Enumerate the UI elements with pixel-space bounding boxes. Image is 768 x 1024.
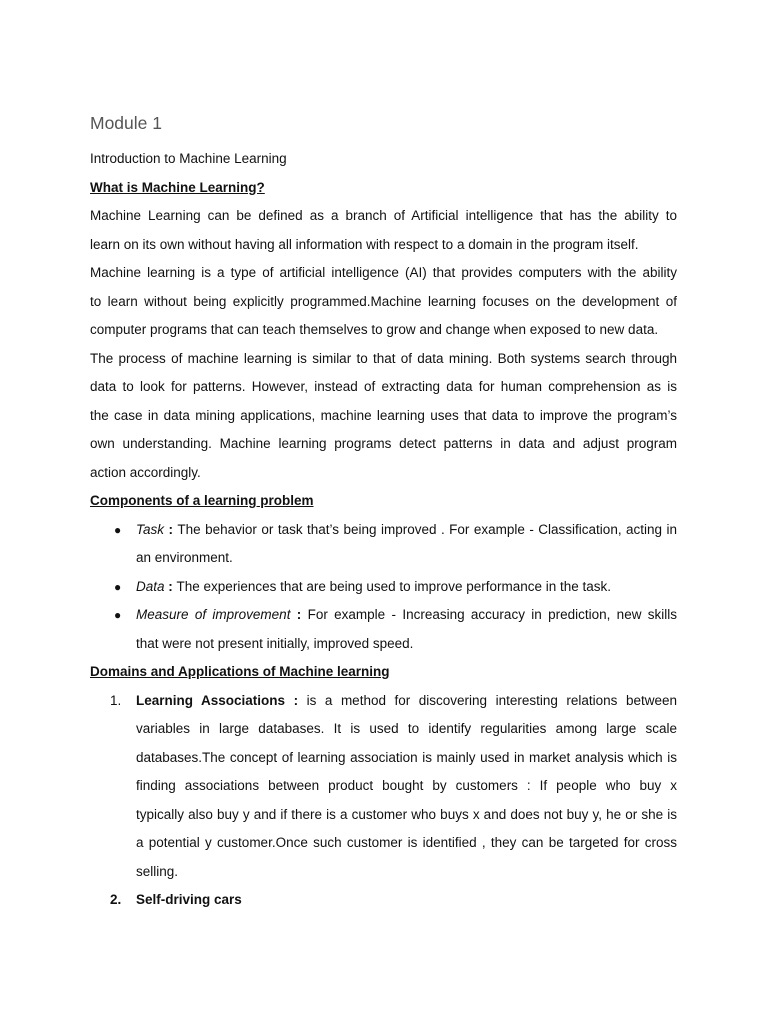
bullet-icon: ● xyxy=(114,579,122,594)
paragraph-data-mining xyxy=(90,345,677,488)
list-item-text: The experiences that are being used to improve performance in the task. xyxy=(176,578,612,594)
term-data: Data xyxy=(136,578,165,594)
list-item-self-driving-cars xyxy=(90,886,677,915)
list-item-text: The behavior or task that’s being improved . For example - Classification, acting in xyxy=(177,521,677,537)
section-heading-domains: Domains and Applications of Machine learning xyxy=(90,664,390,679)
paragraph-line: The process of machine learning is similar to that of data mining. Both systems search through xyxy=(90,350,677,366)
paragraph-ai-type xyxy=(90,259,677,345)
term-measure: Measure of improvement xyxy=(136,607,291,622)
list-item-text: typically also buy y and if there is a customer who buys x and does not buy y, he or she is xyxy=(136,806,677,822)
bullet-icon: ● xyxy=(114,522,122,537)
list-item-text: selling. xyxy=(136,863,179,879)
document-body xyxy=(90,145,677,915)
list-item-text: is a method for discovering interesting relations between xyxy=(306,692,677,708)
intro-title: Introduction to Machine Learning xyxy=(90,151,287,166)
paragraph-definition xyxy=(90,202,677,259)
paragraph-line: computer programs that can teach themselves to grow and change when exposed to new data. xyxy=(90,322,659,337)
module-title: Module 1 xyxy=(90,113,162,133)
list-item-text: finding associations between product bought by customers : If people who buy x xyxy=(136,778,677,793)
paragraph-line: Machine learning is a type of artificial intelligence (AI) that provides computers with the ability xyxy=(90,265,677,280)
list-item-learning-associations xyxy=(90,687,677,887)
list-number: 2. xyxy=(110,892,122,907)
term-separator: : xyxy=(164,578,177,594)
list-item-text: that were not present initially, improved speed. xyxy=(136,635,414,651)
list-item-data xyxy=(90,573,677,602)
term-learning-associations: Learning Associations xyxy=(136,692,286,708)
list-item-text: databases.The concept of learning association is mainly used in market analysis which is xyxy=(136,749,677,765)
list-item-text: a potential y customer.Once such customer is identified , they can be targeted for cross xyxy=(136,835,677,850)
paragraph-line: to learn without being explicitly programmed.Machine learning focuses on the development of xyxy=(90,293,677,309)
paragraph-line: Machine Learning can be defined as a branch of Artificial intelligence that has the ability to xyxy=(90,208,677,223)
term-self-driving-cars: Self-driving cars xyxy=(136,892,242,907)
paragraph-line: learn on its own without having all information with respect to a domain in the program itself. xyxy=(90,236,639,252)
paragraph-line: action accordingly. xyxy=(90,464,201,480)
term-separator: : xyxy=(290,607,308,622)
term-task: Task xyxy=(136,521,165,537)
bullet-icon: ● xyxy=(114,608,122,622)
list-item-text: an environment. xyxy=(136,550,233,565)
list-number: 1. xyxy=(110,692,122,708)
section-heading-components: Components of a learning problem xyxy=(90,493,314,508)
list-item-text: For example - Increasing accuracy in prediction, new skills xyxy=(307,607,677,622)
list-item-text: variables in large databases. It is used to identify regularities among large scale xyxy=(136,721,677,736)
list-item-measure xyxy=(90,601,677,658)
list-item-task xyxy=(90,516,677,573)
term-separator: : xyxy=(164,521,178,537)
paragraph-line: own understanding. Machine learning programs detect patterns in data and adjust program xyxy=(90,436,677,451)
term-separator: : xyxy=(285,692,307,708)
section-heading-what-is-ml: What is Machine Learning? xyxy=(90,179,265,195)
components-list xyxy=(90,516,677,659)
paragraph-line: the case in data mining applications, machine learning uses that data to improve the program’s xyxy=(90,407,677,423)
domains-list xyxy=(90,687,677,915)
paragraph-line: data to look for patterns. However, instead of extracting data for human comprehension as is xyxy=(90,379,677,394)
